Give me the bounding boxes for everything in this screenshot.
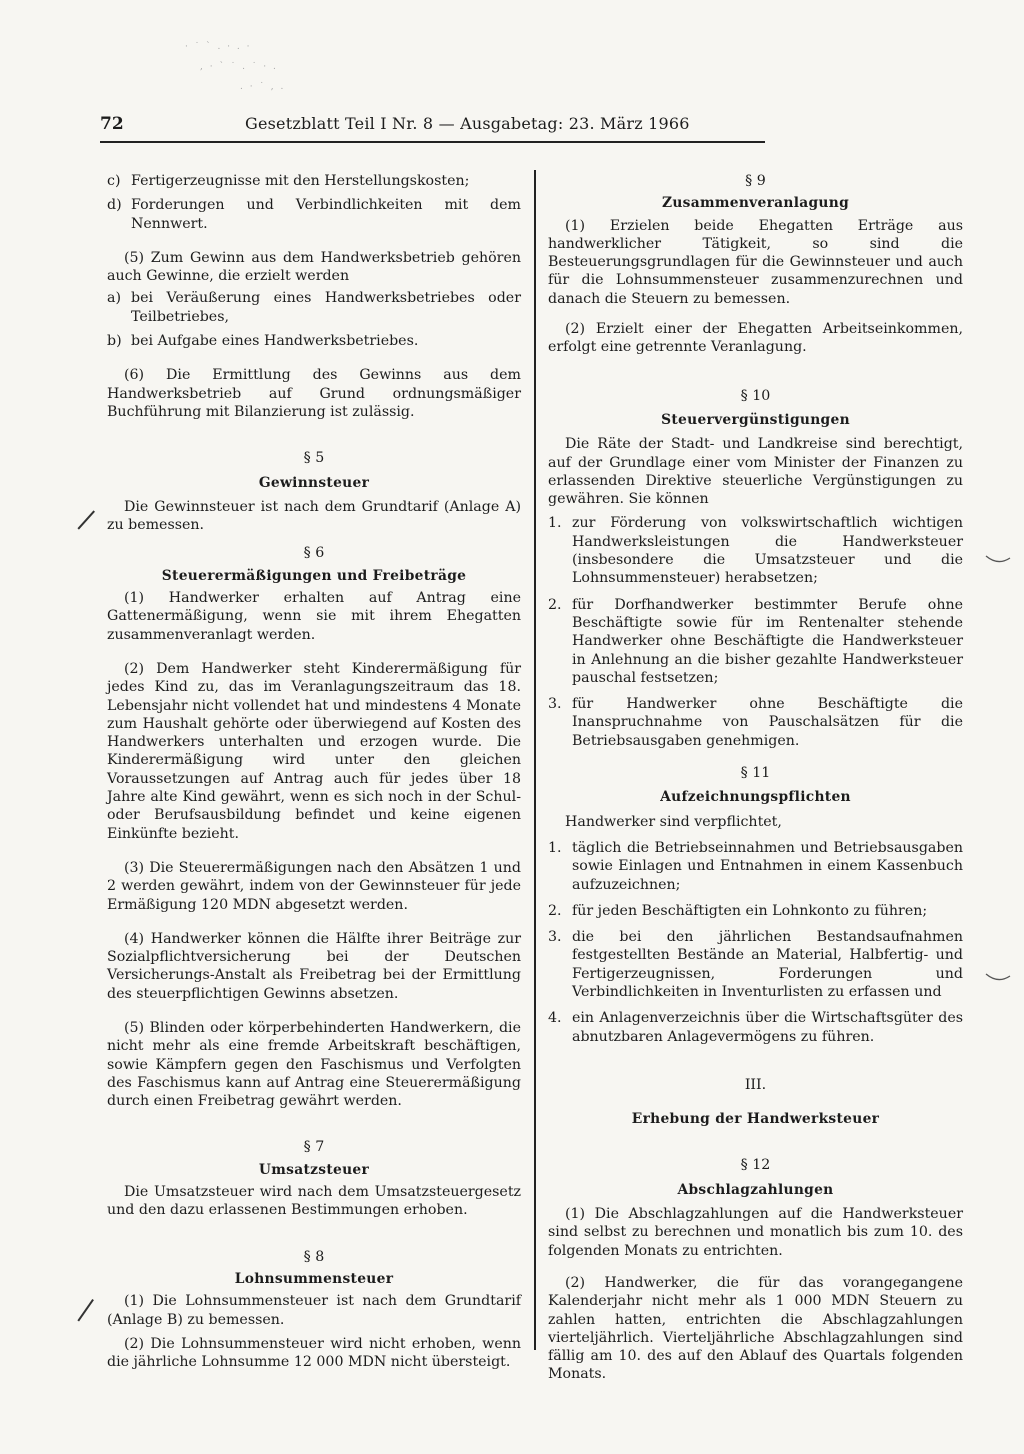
list-item: 2. für jeden Beschäftigten ein Lohnkonto zu führen; [548, 902, 928, 919]
paragraph: (1) Erzielen beide Ehegatten Erträge aus handwerklicher Tätigkeit, so sind die Besteuerungsgrundlagen für die Gewinnsteuer und auch für die Lohnsummensteuer zusammenzurechnen und danach die Steuern zu bemessen. [548, 217, 963, 307]
section-title: Aufzeichnungspflichten [660, 789, 851, 806]
section-number: § 9 [745, 173, 766, 189]
section-number: § 7 [303, 1139, 325, 1156]
list-item: 1. täglich die Betriebseinnahmen und Betriebsausgaben sowie Einlagen und Entnahmen in einem Kassenbuch aufzuzeichnen; [548, 839, 963, 893]
section-number: § 11 [740, 765, 771, 782]
list-item: 1. zur Förderung von volkswirtschaftlich wichtigen Handwerksleistungen die Handwerksteuer (insbesondere die Umsatzsteuer und die Lohnsummensteuer) herabsetzen; [548, 515, 963, 587]
section-number: § 8 [303, 1248, 325, 1265]
list-item: 2. für Dorfhandwerker bestimmter Berufe ohne Beschäftigte sowie für im Rentenalter stehende Handwerker ohne Beschäftigte die Handwerksteuer in Anlehnung an die bisher gezahlte Handwerksteuer pauschal festsetzen; [548, 596, 963, 686]
list-item: 3. für Handwerker ohne Beschäftigte die Inanspruchnahme von Pauschalsätzen für die Betriebsausgaben genehmigen. [548, 696, 963, 749]
paragraph: (2) Erzielt einer der Ehegatten Arbeitseinkommen, erfolgt eine getrennte Veranlagung. [548, 321, 963, 356]
section-title: Steuerermäßigungen und Freibeträge [161, 567, 467, 584]
header-title: Gesetzblatt Teil I Nr. 8 — Ausgabetag: 23. März 1966 [245, 114, 690, 133]
paragraph: (2) Die Lohnsummensteuer wird nicht erhoben, wenn die jährliche Lohnsumme 12 000 MDN nicht übersteigt. [107, 1335, 521, 1371]
section-number: § 5 [303, 450, 325, 467]
list-item: c) Fertigerzeugnisse mit den Herstellungskosten; [107, 173, 470, 189]
right-column [548, 172, 963, 1384]
margin-curve [984, 552, 1012, 568]
section-title: Abschlagzahlungen [677, 1181, 834, 1198]
paragraph: Handwerker sind verpflichtet, [565, 813, 782, 830]
list-item: d) Forderungen und Verbindlichkeiten mit dem Nennwert. [107, 197, 521, 232]
section-number: § 10 [740, 387, 771, 404]
paragraph: (2) Handwerker, die für das vorangegangene Kalenderjahr nicht mehr als 1 000 MDN Steuern zu zahlen hatten, entrichten die Abschlagzahlungen vierteljährlich. Vierteljährliche Abschlagzahlungen sind fällig am 10. des auf den Ablauf des Quartals folgenden Monats. [548, 1274, 963, 1383]
section-number: § 6 [303, 545, 325, 562]
paragraph: (1) Die Lohnsummensteuer ist nach dem Grundtarif (Anlage B) zu bemessen. [107, 1293, 521, 1328]
stamp-smudge: , · ` ˙ . ˙ · . [200, 62, 278, 72]
list-item: 3. die bei den jährlichen Bestandsaufnahmen festgestellten Bestände an Material, Halbfertig- und Fertigerzeugnissen, Forderungen und Verbindlichkeiten in Inventurlisten zu erfassen und [548, 929, 963, 1000]
section-number: § 12 [740, 1157, 771, 1174]
section-title: Steuervergünstigungen [661, 411, 850, 428]
paragraph: (1) Die Abschlagzahlungen auf die Handwerksteuer sind selbst zu berechnen und monatlich bis zum 10. des folgenden Monats zu entrichten. [548, 1206, 963, 1259]
list-item: a) bei Veräußerung eines Handwerksbetriebes oder Teilbetriebes, [107, 290, 521, 325]
list-item: 4. ein Anlagenverzeichnis über die Wirtschaftsgüter des abnutzbaren Anlagevermögens zu führen. [548, 1010, 963, 1045]
paragraph: (5) Zum Gewinn aus dem Handwerksbetrieb gehören auch Gewinne, die erzielt werden [107, 249, 521, 285]
part-number: III. [744, 1076, 767, 1093]
list-item: b) bei Aufgabe eines Handwerksbetriebes. [107, 333, 419, 350]
part-title: Erhebung der Handwerksteuer [631, 1111, 880, 1128]
section-title: Umsatzsteuer [258, 1161, 370, 1178]
paragraph: (5) Blinden oder körperbehinderten Handwerkern, die nicht mehr als eine fremde Arbeitskraft beschäftigen, sowie Kämpfern gegen den Faschismus und Verfolgten des Faschismus kann auf Antrag eine Steuerermäßigung durch einen Freibetrag gewährt werden. [107, 1019, 521, 1110]
paragraph: Die Gewinnsteuer ist nach dem Grundtarif (Anlage A) zu bemessen. [107, 498, 521, 534]
section-title: Lohnsummensteuer [234, 1270, 394, 1287]
paragraph: (3) Die Steuerermäßigungen nach den Absätzen 1 und 2 werden gewährt, indem von der Gewinnsteuer für jede Ermäßigung 120 MDN abgesetzt werden. [107, 859, 521, 913]
margin-mark [77, 510, 94, 529]
paragraph: (2) Dem Handwerker steht Kinderermäßigung für jedes Kind zu, das im Veranlagungszeitraum das 18. Lebensjahr nicht vollendet hat und mindestens 4 Monate zum Haushalt gehörte oder überwiegend auf Kosten des Handwerkers unterhalten und erzogen wurde. Die Kinderermäßigung wird unter den gleichen Voraussetzungen auf Antrag auch für jedes über 18 Jahre alte Kind gewährt, wenn es sich noch in der Schul- oder Berufsausbildung befindet und keine eigenen Einkünfte bezieht. [107, 660, 521, 842]
paragraph: Die Umsatzsteuer wird nach dem Umsatzsteuergesetz und den dazu erlassenen Bestimmungen erhoben. [107, 1184, 521, 1219]
paragraph: (4) Handwerker können die Hälfte ihrer Beiträge zur Sozialpflichtversicherung bei der Deutschen Versicherungs-Anstalt als Freibetrag bei der Ermittlung des steuerpflichtigen Gewinns absetzen. [107, 930, 521, 1002]
paragraph: (1) Handwerker erhalten auf Antrag eine Gattenermäßigung, wenn sie mit ihrem Ehegatten zusammenveranlagt werden. [107, 590, 521, 643]
left-column [107, 172, 521, 1371]
section-title: Zusammenveranlagung [661, 195, 850, 212]
stamp-smudge: . · ˙ , . [240, 82, 286, 92]
paragraph: (6) Die Ermittlung des Gewinns aus dem Handwerksbetrieb auf Grund ordnungsmäßiger Buchführung mit Bilanzierung ist zulässig. [107, 367, 521, 420]
column-divider [534, 170, 536, 1350]
page-header [100, 112, 765, 140]
margin-curve [984, 970, 1012, 986]
page-number: 72 [100, 114, 124, 134]
margin-mark [77, 1299, 93, 1321]
header-rule [100, 141, 765, 143]
section-title: Gewinnsteuer [258, 474, 370, 491]
paragraph: Die Räte der Stadt- und Landkreise sind berechtigt, auf der Grundlage einer vom Minister der Finanzen zu erlassenden Direktive steuerliche Vergünstigungen zu gewähren. Sie können [548, 436, 963, 508]
stamp-smudge: · ˙ ` . · . · [185, 42, 252, 52]
